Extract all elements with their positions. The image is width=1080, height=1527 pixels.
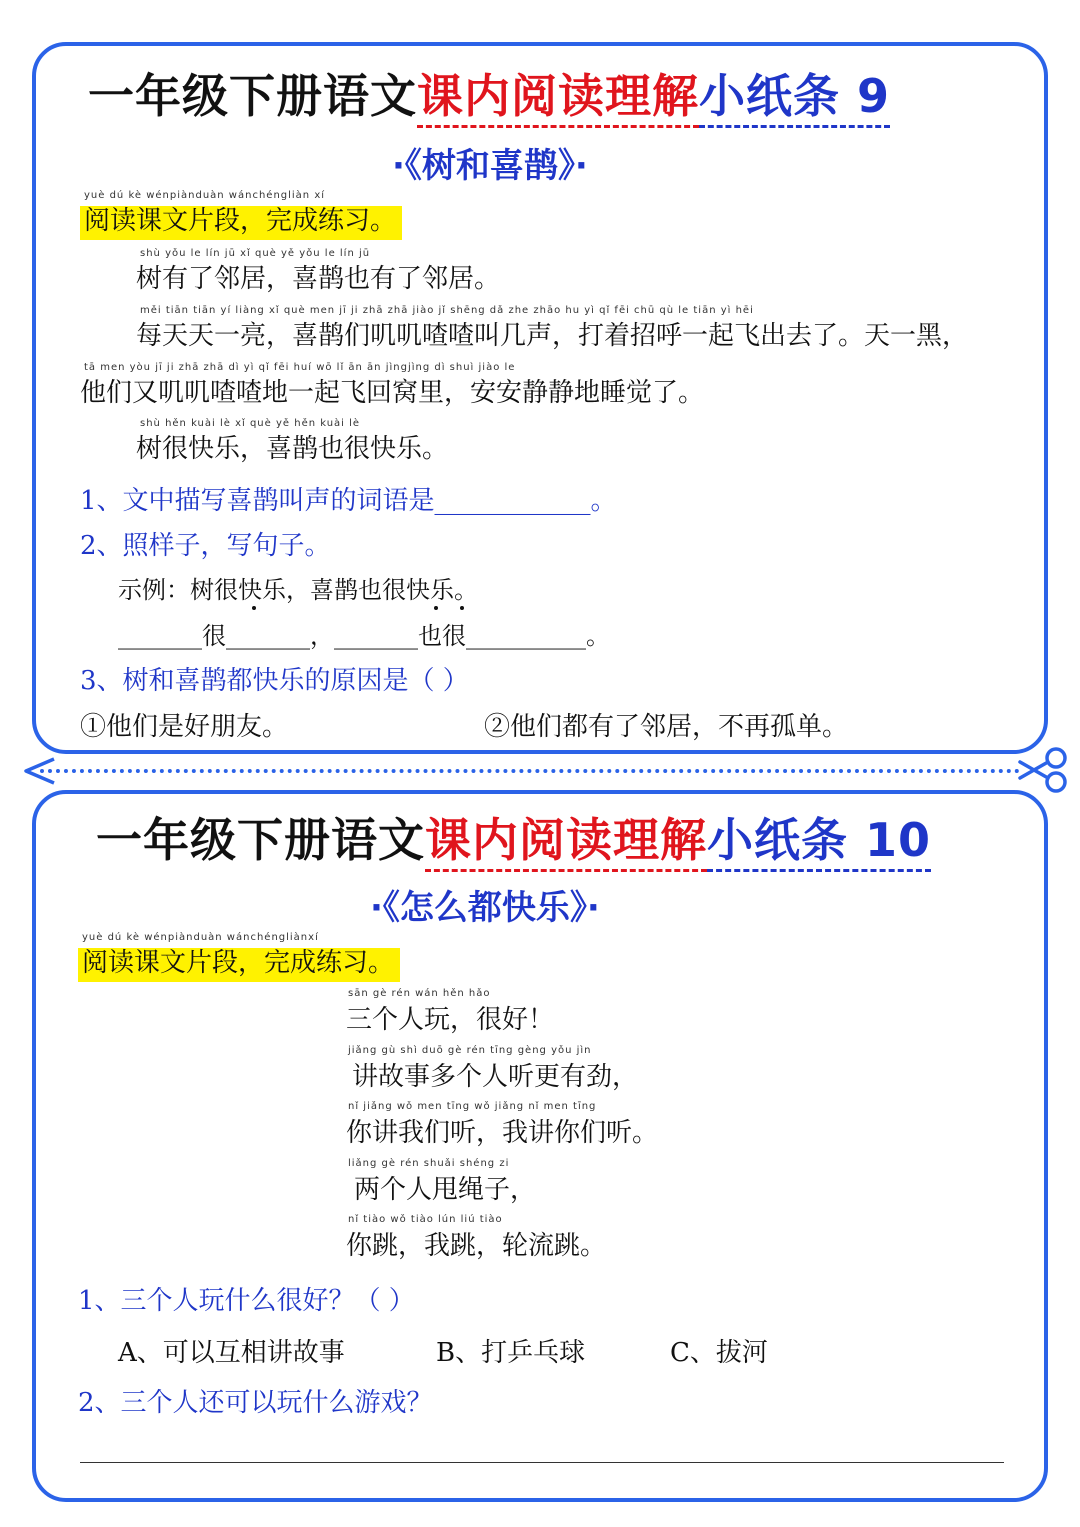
emphasis-dot	[434, 606, 438, 610]
instruction	[80, 200, 402, 237]
poem-pinyin: nǐ tiào wǒ tiào lún liú tiào	[348, 1214, 503, 1225]
title-blue-part: 小纸条 9	[699, 69, 890, 128]
worksheet-card-9	[32, 42, 1048, 754]
poem-pinyin: liǎng gè rén shuǎi shéng zi	[348, 1158, 510, 1169]
option-a[interactable]: A、可以互相讲故事	[118, 1338, 345, 1368]
pattern-blanks[interactable]: _______很_______，_______也很__________。	[118, 622, 610, 650]
poem-line: 你讲我们听，我讲你们听。	[346, 1118, 659, 1148]
arrow-left-icon	[22, 756, 56, 790]
poem-line: 讲故事多个人听更有劲，	[352, 1062, 639, 1092]
poem-pinyin: sān gè rén wán hěn hǎo	[348, 988, 491, 999]
question-2: 2、三个人还可以玩什么游戏？	[78, 1388, 433, 1418]
answer-line[interactable]	[80, 1462, 1004, 1463]
instruction-text: 阅读课文片段，完成练习。	[78, 948, 400, 982]
title-black-part: 一年级下册语文	[96, 813, 425, 867]
option-c[interactable]: C、拔河	[670, 1338, 768, 1368]
instruction-pinyin: yuè dú kè wénpiànduàn wánchéngliànxí	[82, 932, 319, 943]
emphasis-dot	[252, 606, 256, 610]
question-2: 2、照样子，写句子。	[80, 531, 331, 561]
example-sentence: 示例：树很快乐，喜鹊也很快乐。	[118, 576, 478, 604]
poem-line: 你跳，我跳，轮流跳。	[346, 1231, 607, 1261]
option-2[interactable]: ②他们都有了邻居，不再孤单。	[484, 712, 849, 742]
cut-line	[40, 769, 1020, 773]
poem-pinyin: nǐ jiǎng wǒ men tīng wǒ jiǎng nǐ men tīng	[348, 1101, 597, 1112]
option-b[interactable]: B、打乒乓球	[436, 1338, 586, 1368]
lesson-subtitle: ·《树和喜鹊》·	[392, 146, 588, 186]
passage-line: 他们又叽叽喳喳地一起飞回窝里，安安静静地睡觉了。	[80, 378, 705, 408]
question-1: 1、文中描写喜鹊叫声的词语是____________。	[80, 486, 617, 516]
instruction-text: 阅读课文片段，完成练习。	[80, 206, 402, 240]
passage-line: 树很快乐，喜鹊也很快乐。	[136, 434, 449, 464]
poem-pinyin: jiǎng gù shì duō gè rén tīng gèng yǒu jìn	[348, 1045, 592, 1056]
title-red-part: 课内阅读理解	[425, 813, 707, 872]
passage-pinyin: měi tiān tiān yí liàng xǐ què men jī ji zhā zhā jiào jǐ shēng dǎ zhe zhāo hu yì qǐ fēi chū qù le tiān yì hēi	[140, 305, 754, 316]
poem-line: 三个人玩，很好！	[346, 1005, 555, 1035]
lesson-subtitle: ·《怎么都快乐》·	[370, 888, 600, 928]
worksheet-card-10	[32, 790, 1048, 1502]
question-1: 1、三个人玩什么很好？（ ）	[78, 1286, 415, 1316]
instruction-pinyin: yuè dú kè wénpiànduàn wánchéngliàn xí	[84, 190, 326, 201]
passage-pinyin: shù hěn kuài lè xǐ què yě hěn kuài lè	[140, 418, 361, 429]
passage-pinyin: shù yǒu le lín jū xǐ què yě yǒu le lín jū	[140, 248, 371, 259]
title-red-part: 课内阅读理解	[417, 69, 699, 128]
card-title	[88, 60, 890, 126]
question-3: 3、树和喜鹊都快乐的原因是（ ）	[80, 666, 469, 696]
emphasis-dot	[460, 606, 464, 610]
option-1[interactable]: ①他们是好朋友。	[80, 712, 289, 742]
title-black-part: 一年级下册语文	[88, 69, 417, 123]
title-blue-part: 小纸条 10	[707, 813, 931, 872]
instruction	[78, 942, 400, 979]
card-title	[96, 804, 931, 870]
poem-line: 两个人甩绳子，	[354, 1175, 537, 1205]
passage-pinyin: tā men yòu jī ji zhā zhā dì yì qǐ fēi huí wō lǐ ān ān jìngjìng dì shuì jiào le	[84, 362, 516, 373]
passage-line: 每天天一亮，喜鹊们叽叽喳喳叫几声，打着招呼一起飞出去了。天一黑，	[136, 321, 969, 351]
passage-line: 树有了邻居，喜鹊也有了邻居。	[136, 264, 501, 294]
